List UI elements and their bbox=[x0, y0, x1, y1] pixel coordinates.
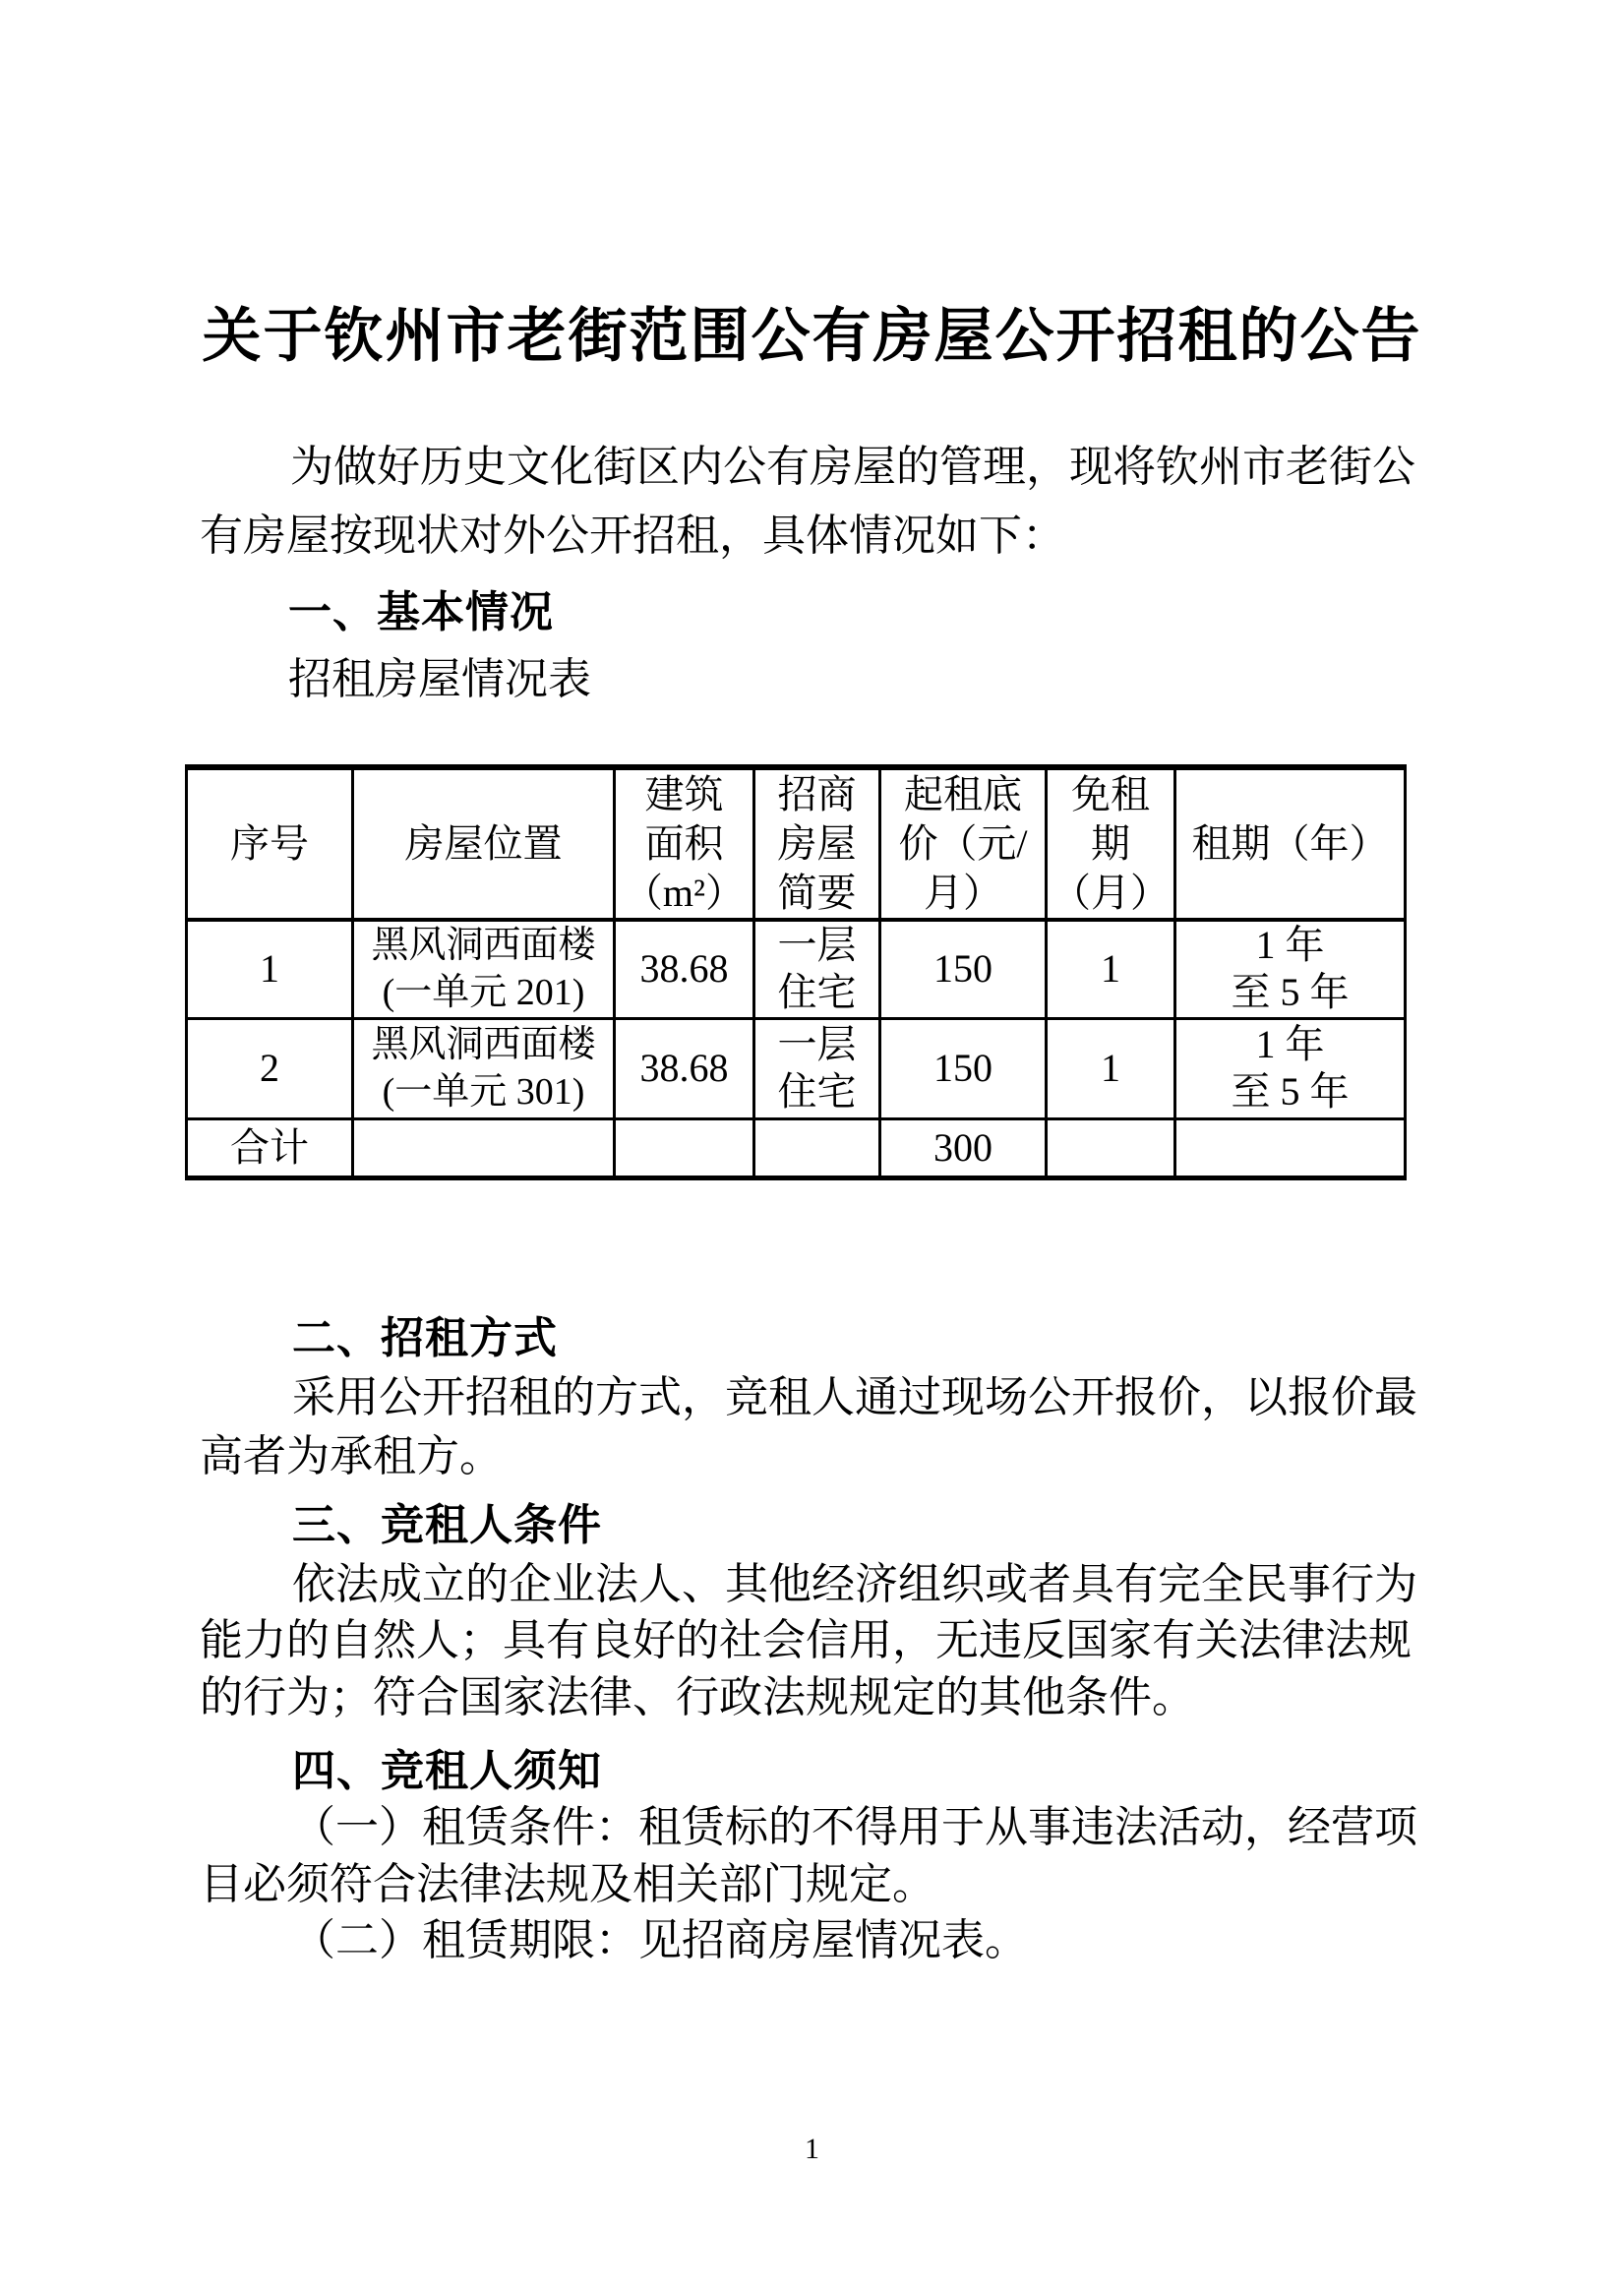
header-line: 建筑 bbox=[644, 772, 724, 816]
header-line: 免租 bbox=[1071, 772, 1150, 816]
section4-line-3: （二）租赁期限：见招商房屋情况表。 bbox=[292, 1916, 1028, 1964]
cell-brief bbox=[754, 920, 880, 1018]
table-row-2 bbox=[187, 1018, 1406, 1118]
header-starting-price bbox=[880, 767, 1047, 920]
header-lease-term: 租期（年） bbox=[1175, 767, 1406, 920]
cell-empty bbox=[1175, 1118, 1406, 1177]
header-line: 面积 bbox=[644, 821, 724, 866]
section2-heading: 二、招租方式 bbox=[292, 1314, 558, 1362]
document-title: 关于钦州市老街范围公有房屋公开招租的公告 bbox=[202, 303, 1422, 369]
cell-line: 住宅 bbox=[777, 970, 857, 1015]
cell-location bbox=[353, 920, 615, 1018]
cell-area: 38.68 bbox=[615, 1018, 754, 1118]
cell-line: 1 年 bbox=[1255, 923, 1325, 968]
header-line: （月） bbox=[1052, 871, 1170, 915]
intro-line-1: 为做好历史文化街区内公有房屋的管理，现将钦州市老街公 bbox=[290, 443, 1415, 491]
cell-empty bbox=[754, 1118, 880, 1177]
cell-line: 1 年 bbox=[1255, 1022, 1325, 1066]
cell-location bbox=[353, 1018, 615, 1118]
rental-housing-table bbox=[185, 764, 1407, 1180]
cell-line: 至 5 年 bbox=[1231, 1069, 1350, 1114]
cell-term bbox=[1175, 920, 1406, 1018]
cell-rent-free: 1 bbox=[1047, 920, 1175, 1018]
header-house-brief bbox=[754, 767, 880, 920]
header-serial-number: 序号 bbox=[187, 767, 353, 920]
header-line: 月） bbox=[924, 871, 1002, 915]
cell-empty bbox=[1047, 1118, 1175, 1177]
table-total-row bbox=[187, 1118, 1406, 1177]
cell-term bbox=[1175, 1018, 1406, 1118]
section2-line-1: 采用公开招租的方式，竞租人通过现场公开报价，以报价最 bbox=[292, 1373, 1417, 1421]
cell-line: 一层 bbox=[777, 923, 857, 968]
cell-brief bbox=[754, 1018, 880, 1118]
table-row-1 bbox=[187, 920, 1406, 1018]
section3-line-3: 的行为；符合国家法律、行政法规规定的其他条件。 bbox=[200, 1673, 1195, 1721]
cell-total-label: 合计 bbox=[187, 1118, 353, 1177]
header-line: 房屋 bbox=[777, 821, 857, 866]
header-house-location: 房屋位置 bbox=[353, 767, 615, 920]
table-header-row bbox=[187, 767, 1406, 920]
header-line: 期 bbox=[1091, 821, 1130, 866]
section3-heading: 三、竞租人条件 bbox=[292, 1501, 602, 1549]
intro-line-2: 有房屋按现状对外公开招租，具体情况如下： bbox=[200, 512, 1065, 560]
header-line: （m²） bbox=[623, 871, 746, 915]
cell-rent-free: 1 bbox=[1047, 1018, 1175, 1118]
cell-price: 150 bbox=[880, 1018, 1047, 1118]
section3-line-2: 能力的自然人；具有良好的社会信用，无违反国家有关法律法规 bbox=[200, 1616, 1412, 1664]
cell-price: 150 bbox=[880, 920, 1047, 1018]
section1-heading: 一、基本情况 bbox=[288, 588, 554, 636]
cell-line: (一单元 301) bbox=[382, 1071, 585, 1113]
page-number: 1 bbox=[805, 2133, 819, 2165]
cell-line: 黑风洞西面楼 bbox=[371, 925, 596, 967]
cell-line: 至 5 年 bbox=[1231, 970, 1350, 1015]
section4-heading: 四、竞租人须知 bbox=[292, 1747, 602, 1795]
header-line: 简要 bbox=[777, 871, 857, 915]
cell-line: 住宅 bbox=[777, 1069, 857, 1114]
cell-total-price: 300 bbox=[880, 1118, 1047, 1177]
table-caption: 招租房屋情况表 bbox=[288, 655, 591, 703]
header-line: 起租底 bbox=[904, 772, 1022, 816]
header-line: 招商 bbox=[777, 772, 857, 816]
section2-line-2: 高者为承租方。 bbox=[200, 1432, 503, 1480]
header-rent-free-period bbox=[1047, 767, 1175, 920]
section3-line-1: 依法成立的企业法人、其他经济组织或者具有完全民事行为 bbox=[292, 1560, 1417, 1608]
section4-line-2: 目必须符合法律法规及相关部门规定。 bbox=[200, 1860, 935, 1908]
cell-empty bbox=[615, 1118, 754, 1177]
section4-line-1: （一）租赁条件：租赁标的不得用于从事违法活动，经营项 bbox=[292, 1803, 1417, 1851]
cell-empty bbox=[353, 1118, 615, 1177]
cell-serial: 1 bbox=[187, 920, 353, 1018]
cell-line: 黑风洞西面楼 bbox=[371, 1024, 596, 1065]
header-line: 价（元/ bbox=[898, 821, 1028, 866]
cell-area: 38.68 bbox=[615, 920, 754, 1018]
cell-line: 一层 bbox=[777, 1022, 857, 1066]
header-building-area bbox=[615, 767, 754, 920]
cell-serial: 2 bbox=[187, 1018, 353, 1118]
cell-line: (一单元 201) bbox=[382, 972, 585, 1014]
